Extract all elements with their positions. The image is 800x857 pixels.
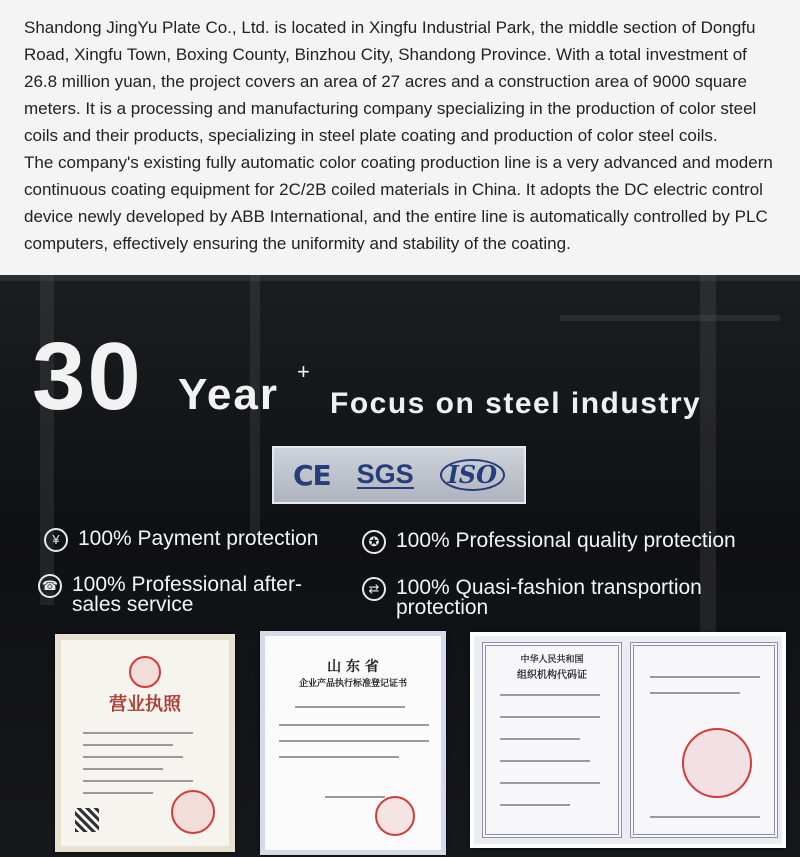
ce-mark-icon: CE xyxy=(292,458,331,492)
intro-paragraph-1: Shandong JingYu Plate Co., Ltd. is located in Xingfu Industrial Park, the middle section of Dongfu Road, Xingfu Town, Boxing County, Binzhou City, Shandong Province. With a total investment of 26.8 million yuan, the project covers an area of 27 acres and a construction area of 9000 square meters. It is a processing and manufacturing company specializing in the production of color steel coils and their products, specializing in steel plate coating and production of color steel coils. xyxy=(24,18,757,145)
background-beam xyxy=(0,275,800,281)
yen-icon: ¥ xyxy=(44,528,68,552)
transport-icon: ⇄ xyxy=(362,577,386,601)
text-line xyxy=(500,760,590,762)
text-line xyxy=(500,738,580,740)
certificate-page-left xyxy=(482,642,622,838)
text-line xyxy=(279,756,399,758)
national-emblem-icon xyxy=(129,656,161,688)
feature-text: 100% Quasi-fashion transportion protection xyxy=(396,576,702,619)
text-line xyxy=(83,792,153,794)
org-title: 中华人民共和国 xyxy=(520,655,584,665)
intro-paragraph-2: The company's existing fully automatic color coating production line is a very advanced and modern continuous coating equipment for 2C/2B coiled materials in China. It adopts the DC electric control device newly developed by ABB International, and the entire line is automatically controlled by PLC computers, effectively ensuring the uniformity and stability of the coating. xyxy=(24,153,773,253)
organization-code-certificate-image xyxy=(470,632,786,848)
feature-transport-protection xyxy=(362,578,742,618)
qr-code-icon xyxy=(75,808,99,832)
text-line xyxy=(279,724,429,726)
text-line xyxy=(650,676,760,678)
text-line xyxy=(500,716,600,718)
feature-quality-protection xyxy=(362,531,736,554)
province-title: 山 东 省 xyxy=(327,659,379,675)
sgs-mark-icon: SGS xyxy=(356,459,414,489)
feature-after-sales xyxy=(38,575,338,615)
certification-badges xyxy=(272,446,526,504)
license-title: 营业执照 xyxy=(109,694,181,715)
support-agent-icon: ☎ xyxy=(38,574,62,598)
standard-registration-certificate-image xyxy=(260,631,446,855)
official-seal-icon xyxy=(682,728,752,798)
years-number: 30 xyxy=(32,323,143,430)
quality-badge-icon: ✪ xyxy=(362,530,386,554)
company-intro-section xyxy=(0,0,800,275)
official-seal-icon xyxy=(171,790,215,834)
tagline: Focus on steel industry xyxy=(330,387,702,420)
plus-sign: + xyxy=(297,359,310,384)
iso-mark-icon: ISO xyxy=(440,459,505,491)
feature-text: 100% Professional quality protection xyxy=(396,529,736,552)
feature-text: 100% Payment protection xyxy=(78,527,319,550)
text-line xyxy=(279,740,429,742)
promo-banner xyxy=(0,275,800,857)
feature-text: 100% Professional after-sales service xyxy=(72,573,302,616)
text-line xyxy=(295,706,405,708)
text-line xyxy=(500,694,600,696)
text-line xyxy=(500,804,570,806)
year-word: Year xyxy=(178,370,279,419)
certificate-page-right xyxy=(630,642,778,838)
feature-payment-protection xyxy=(44,529,318,552)
certificate-subtitle: 企业产品执行标准登记证书 xyxy=(298,679,407,689)
text-line xyxy=(83,780,193,782)
text-line xyxy=(650,816,760,818)
text-line xyxy=(83,732,193,734)
text-line xyxy=(83,756,183,758)
text-line xyxy=(83,768,163,770)
background-beam xyxy=(560,315,780,321)
business-license-image xyxy=(55,634,235,852)
text-line xyxy=(650,692,740,694)
text-line xyxy=(325,796,385,798)
text-line xyxy=(83,744,173,746)
text-line xyxy=(500,782,600,784)
org-subtitle: 组织机构代码证 xyxy=(517,670,587,681)
official-seal-icon xyxy=(375,796,415,836)
